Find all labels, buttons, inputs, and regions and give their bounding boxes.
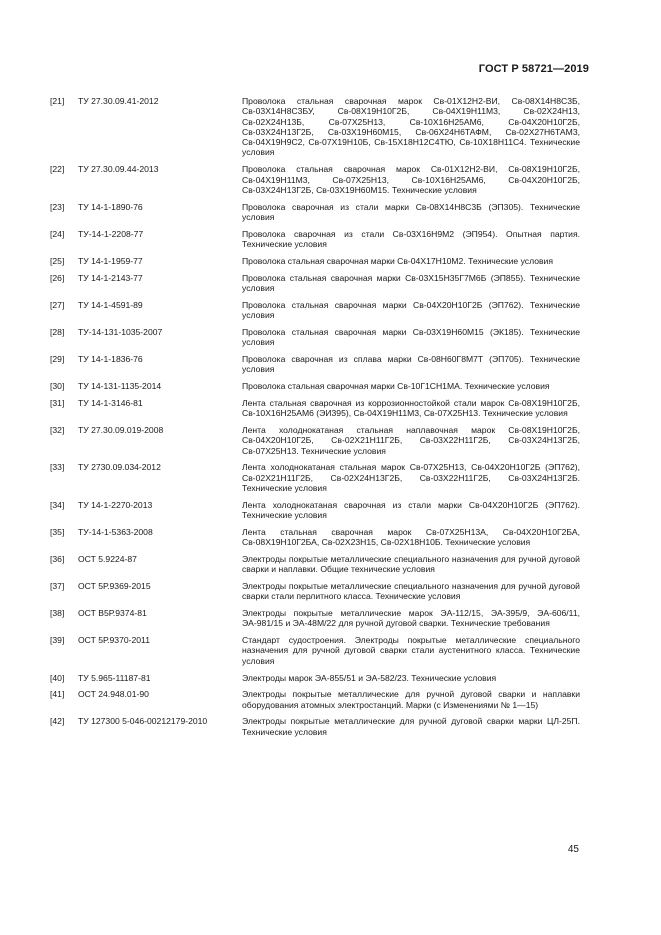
reference-number: [39] — [50, 635, 65, 646]
reference-code: ТУ 127300 5-046-00212179-2010 — [78, 716, 208, 727]
reference-number: [23] — [50, 201, 65, 212]
reference-item — [50, 527, 580, 548]
reference-item — [50, 202, 580, 223]
reference-number: [41] — [50, 689, 65, 700]
reference-number: [30] — [50, 381, 65, 392]
reference-code: ТУ 14-1-3146-81 — [78, 397, 143, 408]
reference-number: [27] — [50, 299, 65, 310]
reference-code: ТУ 14-1-1836-76 — [78, 353, 143, 364]
reference-item — [50, 608, 580, 629]
reference-item — [50, 716, 580, 737]
reference-code: ОСТ 5.9224-87 — [78, 553, 137, 564]
reference-item — [50, 635, 580, 666]
reference-item — [50, 673, 580, 683]
reference-number: [29] — [50, 353, 65, 364]
reference-number: [21] — [50, 96, 65, 106]
reference-description: Проволока стальная сварочная марки Св-03Х15Н35Г7М6Б (ЭП855). Технические условия — [242, 272, 580, 293]
reference-description: Электроды покрытые металлические марок ЭА-112/15, ЭА-395/9, ЭА-606/11, ЭА-981/15 и ЭА-48М/22 для ручной дуговой сварки. Технические требования — [242, 608, 580, 629]
reference-description: Проволока сварочная из стали Св-03Х16Н9М2 (ЭП954). Опытная партия. Технические условия — [242, 228, 580, 250]
reference-number: [24] — [50, 228, 65, 239]
reference-code: ТУ 14-1-1959-77 — [78, 255, 143, 266]
reference-description: Проволока стальная сварочная марки Св-10Г1СН1МА. Технические условия — [242, 381, 550, 392]
reference-code: ТУ-14-131-1035-2007 — [78, 326, 163, 337]
reference-code: ТУ 14-1-4591-89 — [78, 299, 143, 310]
reference-number: [25] — [50, 255, 65, 266]
reference-code: ТУ 27.30.09.44-2013 — [78, 164, 159, 175]
reference-item — [50, 689, 580, 710]
reference-description: Стандарт судостроения. Электроды покрытые металлические специального назначения для ручной дуговой сварки стали аустенитного класса. Технические условия — [242, 635, 580, 666]
reference-item — [50, 300, 580, 321]
reference-number: [32] — [50, 424, 65, 435]
reference-item — [50, 554, 580, 575]
reference-number: [40] — [50, 672, 65, 683]
reference-description: Проволока стальная сварочная марок Св-01Х12Н2-ВИ, Св-08Х14Н8С3Б, Св-03Х14Н8С3БУ, Св-08Х19Н10Г2Б, Св-04Х19Н11М3, Св-02Х24Н13, Св-02Х24Н13Б, Св-07Х25Н13, Св-10Х16Н25АМ6, Св-04Х20Н10Г2Б, Св-03Х24Н13Г2Б, Св-03Х19Н60М15, Св-06Х24Н6ТАФМ, Св-02Х27Н6ТАМ3, Св-04Х19Н9С2, Св-07Х19Н10Б, Св-15Х18Н12С4ТЮ, Св-10Х18Н11С4. Технические условия — [242, 96, 580, 158]
reference-description: Проволока стальная сварочная марки Св-04Х20Н10Г2Б (ЭП762). Технические условия — [242, 299, 580, 321]
reference-description: Лента холоднокатаная сварочная из стали марки Св-04Х20Н10Г2Б (ЭП762). Технические условия — [242, 499, 580, 520]
reference-number: [36] — [50, 553, 65, 564]
reference-item — [50, 398, 580, 419]
reference-item — [50, 96, 580, 158]
reference-code: ТУ-14-1-2208-77 — [78, 228, 144, 239]
reference-item — [50, 462, 580, 493]
reference-code: ТУ 27.30.09.41-2012 — [78, 96, 159, 106]
reference-code: ТУ 5.965-11187-81 — [78, 672, 151, 683]
reference-code: ТУ 14-1-2143-77 — [78, 272, 143, 283]
reference-description: Лента стальная сварочная марок Св-07Х25Н13А, Св-04Х20Н10Г2БА, Св-08Х19Н10Г2БА, Св-02Х23Н15, Св-02Х18Н10Б. Технические условия — [242, 526, 580, 548]
reference-description: Проволока стальная сварочная марки Св-03Х19Н60М15 (ЭК185). Технические условия — [242, 326, 580, 348]
reference-number: [34] — [50, 499, 65, 510]
reference-description: Электроды покрытые металлические для ручной дуговой сварки и наплавки оборудования атомных электростанций. Марки (с Изменениями № 1—15) — [242, 689, 580, 710]
reference-number: [31] — [50, 397, 65, 408]
reference-code: ТУ 14-1-2270-2013 — [78, 499, 153, 510]
reference-item — [50, 581, 580, 602]
reference-item — [50, 164, 580, 195]
references-list — [50, 96, 580, 744]
page-number: 45 — [567, 844, 579, 855]
reference-item — [50, 425, 580, 456]
reference-item — [50, 381, 580, 391]
reference-description: Лента холоднокатаная стальная марок Св-07Х25Н13, Св-04Х20Н10Г2Б (ЭП762), Св-02Х21Н11Г2Б, Св-02Х24Н13Г2Б, Св-03Х22Н11Г2Б, Св-03Х24Н13Г2Б. Технические условия — [242, 462, 580, 493]
reference-code: ОСТ 24.948.01-90 — [78, 689, 149, 700]
reference-number: [37] — [50, 580, 65, 591]
reference-code: ТУ 14-131-1135-2014 — [78, 381, 162, 392]
reference-code: ТУ-14-1-5363-2008 — [78, 526, 153, 537]
reference-number: [28] — [50, 326, 65, 337]
reference-number: [33] — [50, 462, 65, 473]
reference-number: [38] — [50, 608, 65, 619]
reference-number: [42] — [50, 716, 65, 727]
reference-code: ОСТ 5Р.9370-2011 — [78, 635, 150, 646]
reference-code: ТУ 2730.09.034-2012 — [78, 462, 161, 473]
document-header: ГОСТ Р 58721—2019 — [478, 63, 589, 75]
reference-code: ОСТ 5Р.9369-2015 — [78, 580, 151, 591]
reference-item — [50, 354, 580, 375]
reference-description: Электроды покрытые металлические для ручной дуговой сварки марки ЦЛ-25П. Технические условия — [242, 716, 580, 737]
reference-number: [22] — [50, 164, 65, 175]
reference-code: ТУ 14-1-1890-76 — [78, 201, 143, 212]
reference-code: ТУ 27.30.09.019-2008 — [78, 424, 164, 435]
reference-code: ОСТ В5Р.9374-81 — [78, 608, 147, 619]
reference-item — [50, 500, 580, 521]
reference-item — [50, 229, 580, 250]
reference-item — [50, 256, 580, 266]
reference-description: Проволока стальная сварочная марок Св-01Х12Н2-ВИ, Св-08Х19Н10Г2Б, Св-04Х19Н11М3, Св-07Х25Н13, Св-10Х16Н25АМ6, Св-04Х20Н10Г2Б, Св-03Х24Н13Г2Б, Св-03Х19Н60М15. Технические условия — [242, 164, 580, 195]
reference-description: Лента холоднокатаная стальная наплавочная марок Св-08Х19Н10Г2Б, Св-04Х20Н10Г2Б, Св-02Х21Н11Г2Б, Св-03Х22Н11Г2Б, Св-03Х24Н13Г2Б, Св-07Х25Н13. Технические условия — [242, 424, 580, 456]
reference-description: Электроды покрытые металлические специального назначения для ручной дуговой сварки и наплавки. Общие технические условия — [242, 553, 580, 575]
reference-description: Электроды покрытые металлические специального назначения для ручной дуговой сварки стали перлитного класса. Технические условия — [242, 580, 580, 602]
reference-number: [26] — [50, 272, 65, 283]
reference-item — [50, 327, 580, 348]
reference-description: Проволока сварочная из стали марки Св-08Х14Н8С3Б (ЭП305). Технические условия — [242, 201, 580, 222]
reference-description: Лента стальная сварочная из коррозионностойкой стали марок Св-08Х19Н10Г2Б, Св-10Х16Н25АМ6 (ЭИ395), Св-04Х19Н11М3, Св-07Х25Н13. Технические условия — [242, 397, 580, 419]
reference-number: [35] — [50, 526, 65, 537]
reference-description: Проволока стальная сварочная марки Св-04Х17Н10М2. Технические условия — [242, 255, 553, 266]
reference-description: Электроды марок ЭА-855/51 и ЭА-582/23. Технические условия — [242, 672, 497, 683]
reference-item — [50, 273, 580, 294]
reference-description: Проволока сварочная из сплава марки Св-08Н60Г8М7Т (ЭП705). Технические условия — [242, 353, 580, 375]
